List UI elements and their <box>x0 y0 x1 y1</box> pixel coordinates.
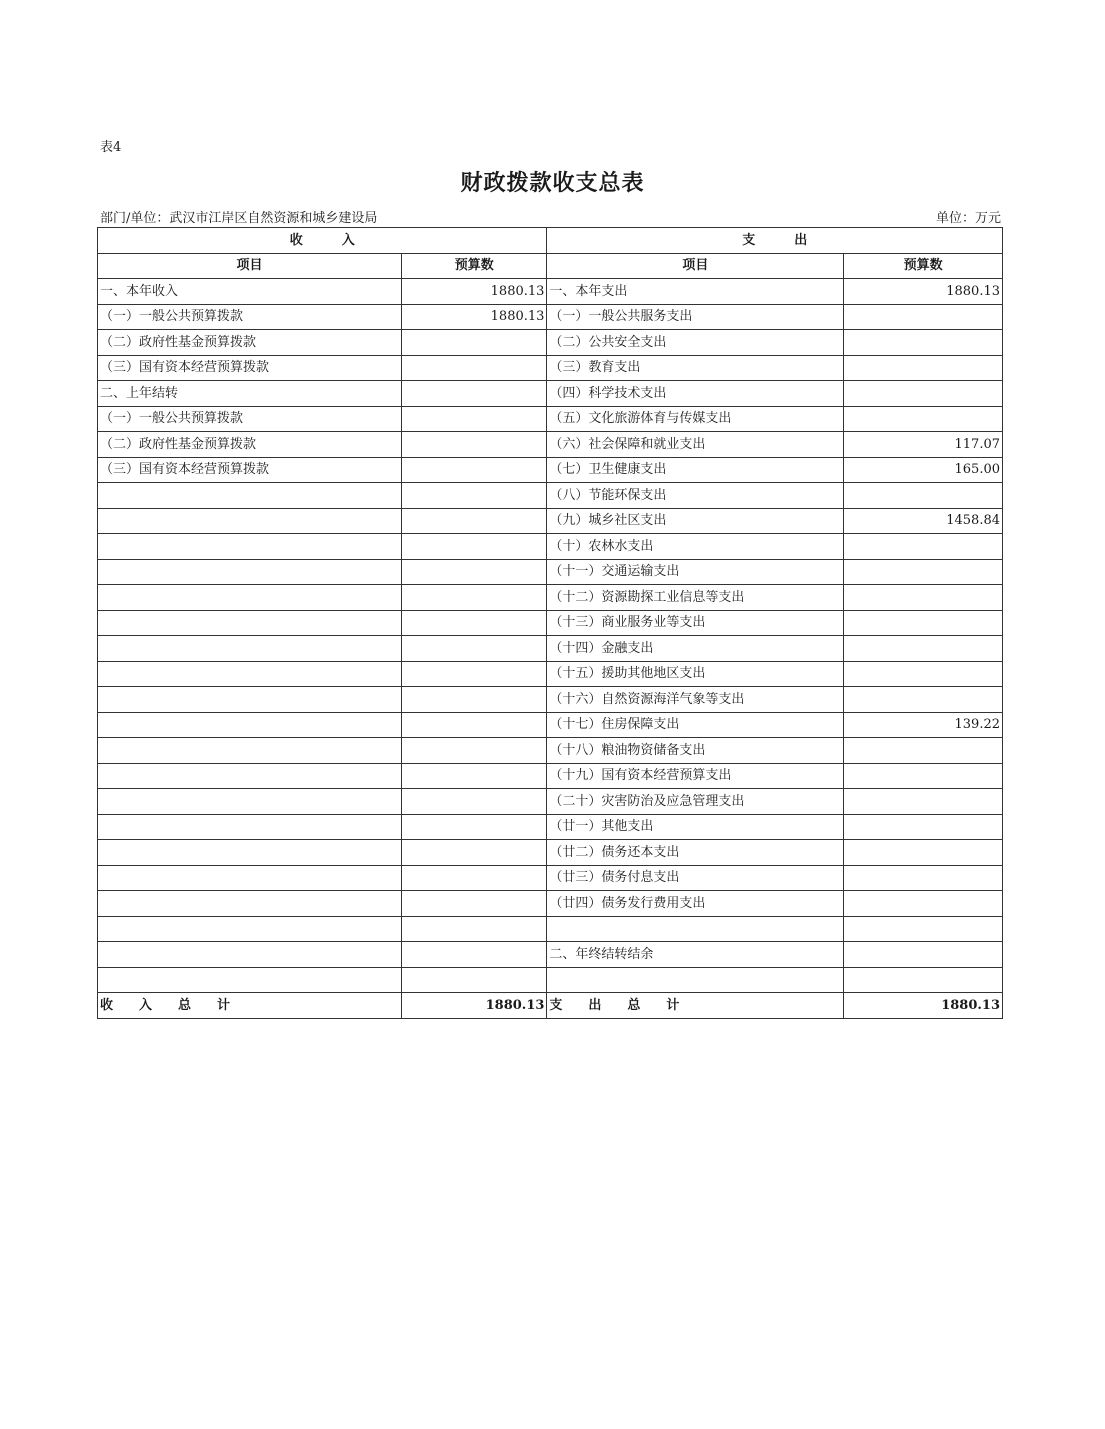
expense-budget-cell <box>844 891 1003 917</box>
table-row <box>98 712 1003 738</box>
income-total-label: 收 入 总 计 <box>98 993 402 1019</box>
expense-item-cell: （廿三）债务付息支出 <box>547 865 844 891</box>
expense-item-cell: （九）城乡社区支出 <box>547 508 844 534</box>
income-budget-cell <box>402 891 547 917</box>
income-item-cell: 一、本年收入 <box>98 279 402 305</box>
income-item-cell <box>98 610 402 636</box>
income-item-cell <box>98 483 402 509</box>
expense-item-cell: （八）节能环保支出 <box>547 483 844 509</box>
table-row <box>98 330 1003 356</box>
income-item-cell <box>98 967 402 993</box>
income-item-cell: （一）一般公共预算拨款 <box>98 304 402 330</box>
expense-item-cell: （六）社会保障和就业支出 <box>547 432 844 458</box>
income-item-cell <box>98 942 402 968</box>
table-row <box>98 738 1003 764</box>
expense-item-cell: （十二）资源勘探工业信息等支出 <box>547 585 844 611</box>
income-item-cell: 二、上年结转 <box>98 381 402 407</box>
expense-section-header: 支 出 <box>547 228 1003 254</box>
income-budget-cell <box>402 763 547 789</box>
expense-budget-cell <box>844 610 1003 636</box>
income-item-cell <box>98 840 402 866</box>
income-budget-cell <box>402 457 547 483</box>
income-item-cell: （一）一般公共预算拨款 <box>98 406 402 432</box>
income-budget-cell <box>402 355 547 381</box>
table-row <box>98 942 1003 968</box>
expense-total-label: 支 出 总 计 <box>547 993 844 1019</box>
expense-item-cell: （十四）金融支出 <box>547 636 844 662</box>
income-item-header: 项目 <box>98 253 402 279</box>
expense-item-cell: （一）一般公共服务支出 <box>547 304 844 330</box>
expense-budget-cell <box>844 355 1003 381</box>
expense-item-cell: （十一）交通运输支出 <box>547 559 844 585</box>
table-number: 表4 <box>100 140 122 155</box>
expense-item-cell: （二十）灾害防治及应急管理支出 <box>547 789 844 815</box>
expense-budget-cell: 1880.13 <box>844 279 1003 305</box>
income-item-cell: （二）政府性基金预算拨款 <box>98 330 402 356</box>
table-row <box>98 381 1003 407</box>
income-budget-cell <box>402 330 547 356</box>
table-row <box>98 840 1003 866</box>
income-item-cell: （三）国有资本经营预算拨款 <box>98 355 402 381</box>
income-item-cell <box>98 534 402 560</box>
expense-budget-cell <box>844 381 1003 407</box>
expense-budget-cell <box>844 840 1003 866</box>
table-row <box>98 967 1003 993</box>
table-row <box>98 406 1003 432</box>
expense-item-cell: （十八）粮油物资储备支出 <box>547 738 844 764</box>
expense-budget-cell: 165.00 <box>844 457 1003 483</box>
income-budget-cell <box>402 610 547 636</box>
table-row <box>98 636 1003 662</box>
expense-item-cell: （十七）住房保障支出 <box>547 712 844 738</box>
income-item-cell <box>98 636 402 662</box>
expense-budget-cell <box>844 304 1003 330</box>
expense-budget-cell <box>844 661 1003 687</box>
expense-budget-cell <box>844 942 1003 968</box>
expense-budget-cell: 117.07 <box>844 432 1003 458</box>
income-total-value: 1880.13 <box>402 993 547 1019</box>
budget-table <box>97 227 1003 1019</box>
expense-item-cell <box>547 967 844 993</box>
expense-item-cell: （十九）国有资本经营预算支出 <box>547 763 844 789</box>
expense-total-value: 1880.13 <box>844 993 1003 1019</box>
expense-item-cell <box>547 916 844 942</box>
table-row <box>98 865 1003 891</box>
expense-budget-cell: 139.22 <box>844 712 1003 738</box>
column-header-row <box>98 253 1003 279</box>
income-budget-header: 预算数 <box>402 253 547 279</box>
income-item-cell <box>98 508 402 534</box>
expense-budget-cell <box>844 585 1003 611</box>
expense-budget-cell <box>844 865 1003 891</box>
table-row <box>98 814 1003 840</box>
table-row <box>98 789 1003 815</box>
income-budget-cell: 1880.13 <box>402 304 547 330</box>
income-budget-cell <box>402 432 547 458</box>
income-budget-cell <box>402 814 547 840</box>
expense-item-cell: （廿四）债务发行费用支出 <box>547 891 844 917</box>
income-budget-cell <box>402 585 547 611</box>
income-budget-cell <box>402 661 547 687</box>
income-budget-cell: 1880.13 <box>402 279 547 305</box>
expense-item-cell: （二）公共安全支出 <box>547 330 844 356</box>
income-item-cell <box>98 916 402 942</box>
expense-item-cell: （十六）自然资源海洋气象等支出 <box>547 687 844 713</box>
expense-budget-cell: 1458.84 <box>844 508 1003 534</box>
expense-budget-header: 预算数 <box>844 253 1003 279</box>
income-budget-cell <box>402 916 547 942</box>
income-budget-cell <box>402 712 547 738</box>
income-item-cell: （三）国有资本经营预算拨款 <box>98 457 402 483</box>
income-budget-cell <box>402 942 547 968</box>
table-row <box>98 432 1003 458</box>
income-budget-cell <box>402 559 547 585</box>
expense-budget-cell <box>844 406 1003 432</box>
expense-item-cell: 二、年终结转结余 <box>547 942 844 968</box>
expense-budget-cell <box>844 763 1003 789</box>
table-row <box>98 508 1003 534</box>
expense-budget-cell <box>844 636 1003 662</box>
table-row <box>98 483 1003 509</box>
expense-budget-cell <box>844 789 1003 815</box>
expense-budget-cell <box>844 483 1003 509</box>
income-budget-cell <box>402 865 547 891</box>
income-budget-cell <box>402 967 547 993</box>
department-label: 部门/单位：武汉市江岸区自然资源和城乡建设局 <box>100 211 378 226</box>
expense-item-header: 项目 <box>547 253 844 279</box>
income-budget-cell <box>402 381 547 407</box>
income-item-cell <box>98 559 402 585</box>
income-section-header: 收 入 <box>98 228 547 254</box>
expense-item-cell: （廿一）其他支出 <box>547 814 844 840</box>
income-budget-cell <box>402 636 547 662</box>
income-item-cell <box>98 814 402 840</box>
income-item-cell <box>98 712 402 738</box>
expense-budget-cell <box>844 814 1003 840</box>
expense-budget-cell <box>844 687 1003 713</box>
income-budget-cell <box>402 508 547 534</box>
expense-item-cell: （五）文化旅游体育与传媒支出 <box>547 406 844 432</box>
income-item-cell <box>98 789 402 815</box>
table-row <box>98 891 1003 917</box>
income-item-cell <box>98 738 402 764</box>
table-row <box>98 559 1003 585</box>
expense-item-cell: 一、本年支出 <box>547 279 844 305</box>
income-budget-cell <box>402 406 547 432</box>
income-budget-cell <box>402 789 547 815</box>
section-header-row <box>98 228 1003 254</box>
income-item-cell <box>98 661 402 687</box>
income-budget-cell <box>402 687 547 713</box>
income-item-cell <box>98 687 402 713</box>
expense-item-cell: （四）科学技术支出 <box>547 381 844 407</box>
income-item-cell <box>98 891 402 917</box>
table-row <box>98 304 1003 330</box>
total-row <box>98 993 1003 1019</box>
expense-item-cell: （十五）援助其他地区支出 <box>547 661 844 687</box>
expense-budget-cell <box>844 967 1003 993</box>
expense-budget-cell <box>844 559 1003 585</box>
table-row <box>98 585 1003 611</box>
table-row <box>98 610 1003 636</box>
income-item-cell <box>98 865 402 891</box>
expense-item-cell: （十）农林水支出 <box>547 534 844 560</box>
expense-budget-cell <box>844 534 1003 560</box>
income-item-cell: （二）政府性基金预算拨款 <box>98 432 402 458</box>
expense-item-cell: （十三）商业服务业等支出 <box>547 610 844 636</box>
expense-item-cell: （七）卫生健康支出 <box>547 457 844 483</box>
income-budget-cell <box>402 738 547 764</box>
income-item-cell <box>98 763 402 789</box>
table-row <box>98 661 1003 687</box>
table-row <box>98 916 1003 942</box>
table-row <box>98 279 1003 305</box>
table-row <box>98 763 1003 789</box>
page-title: 财政拨款收支总表 <box>460 170 645 196</box>
income-budget-cell <box>402 483 547 509</box>
income-budget-cell <box>402 534 547 560</box>
expense-budget-cell <box>844 916 1003 942</box>
income-budget-cell <box>402 840 547 866</box>
income-item-cell <box>98 585 402 611</box>
table-row <box>98 687 1003 713</box>
expense-budget-cell <box>844 330 1003 356</box>
expense-budget-cell <box>844 738 1003 764</box>
expense-item-cell: （廿二）债务还本支出 <box>547 840 844 866</box>
unit-label: 单位：万元 <box>935 211 1001 226</box>
expense-item-cell: （三）教育支出 <box>547 355 844 381</box>
table-row <box>98 457 1003 483</box>
table-row <box>98 534 1003 560</box>
table-row <box>98 355 1003 381</box>
